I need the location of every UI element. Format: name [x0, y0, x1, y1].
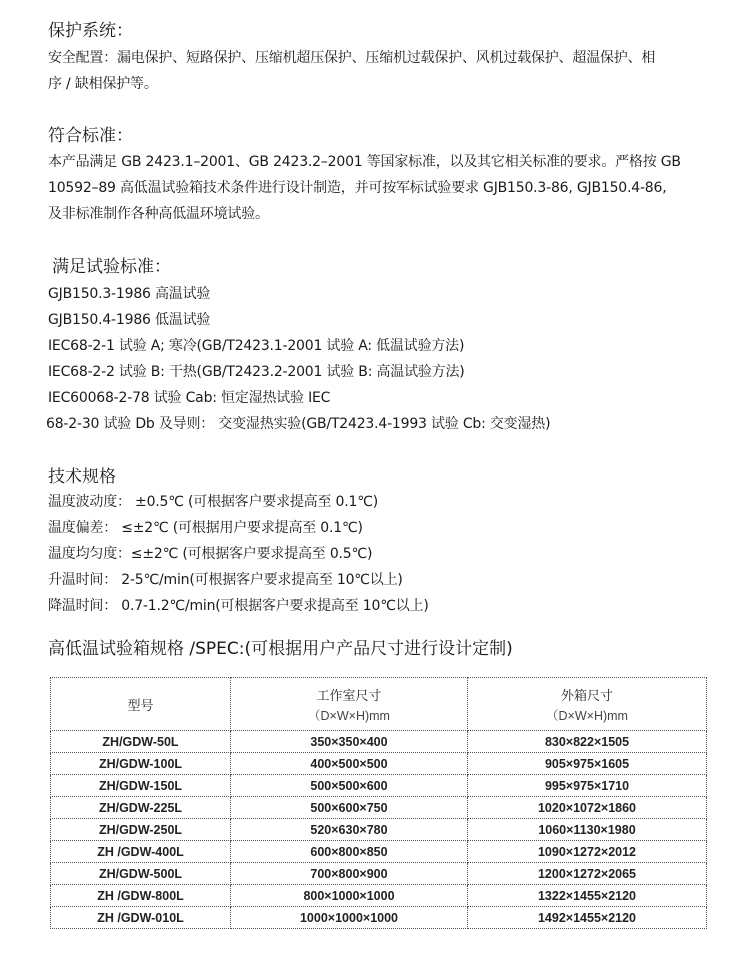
- cell-model: ZH /GDW-800L: [51, 885, 231, 907]
- cell-model: ZH/GDW-225L: [51, 797, 231, 819]
- cell-outer-size: 830×822×1505: [468, 731, 707, 753]
- protection-line-1: 安全配置：漏电保护、短路保护、压缩机超压保护、压缩机过载保护、风机过载保护、超温保护、相: [48, 50, 656, 66]
- cell-inner-size: 400×500×500: [231, 753, 468, 775]
- spec-item: 温度波动度： ±0.5℃ (可根据客户要求提高至 0.1℃): [48, 494, 378, 510]
- header-model: 型号: [51, 678, 231, 731]
- header-outer-label: 外箱尺寸: [560, 687, 613, 703]
- test-standard-item: IEC68-2-2 试验 B: 干热(GB/T2423.2-2001 试验 B: 高温试验方法): [48, 364, 465, 380]
- test-standard-item: GJB150.3-1986 高温试验: [48, 286, 211, 302]
- spec-item: 温度偏差： ≤±2℃ (可根据用户要求提高至 0.1℃): [48, 520, 363, 536]
- table-row: [51, 753, 707, 775]
- protection-line-2: 序 / 缺相保护等。: [48, 76, 158, 92]
- cell-inner-size: 500×600×750: [231, 797, 468, 819]
- cell-inner-size: 600×800×850: [231, 841, 468, 863]
- table-row: [51, 863, 707, 885]
- cell-model: ZH /GDW-010L: [51, 907, 231, 929]
- test-standards-list: [48, 281, 550, 437]
- cell-outer-size: 1492×1455×2120: [468, 907, 707, 929]
- cell-inner-size: 520×630×780: [231, 819, 468, 841]
- specs-list: [48, 489, 429, 619]
- compliance-text: [48, 149, 681, 227]
- test-standard-item: IEC68-2-1 试验 A; 寒冷(GB/T2423.1-2001 试验 A: 低温试验方法): [48, 338, 465, 354]
- protection-title: 保护系统：: [48, 21, 133, 41]
- test-standard-item: GJB150.4-1986 低温试验: [48, 312, 211, 328]
- cell-model: ZH/GDW-100L: [51, 753, 231, 775]
- header-inner-unit: （D×W×H)mm: [308, 708, 390, 723]
- protection-section: [48, 20, 133, 42]
- cell-outer-size: 995×975×1710: [468, 775, 707, 797]
- cell-model: ZH/GDW-150L: [51, 775, 231, 797]
- cell-model: ZH/GDW-250L: [51, 819, 231, 841]
- cell-model: ZH/GDW-500L: [51, 863, 231, 885]
- spec-table-header-row: [51, 678, 707, 731]
- table-row: [51, 885, 707, 907]
- cell-outer-size: 1020×1072×1860: [468, 797, 707, 819]
- cell-inner-size: 700×800×900: [231, 863, 468, 885]
- table-row: [51, 775, 707, 797]
- protection-text: [48, 45, 655, 97]
- spec-item: 降温时间： 0.7-1.2℃/min(可根据客户要求提高至 10℃以上): [48, 598, 429, 614]
- cell-model: ZH/GDW-50L: [51, 731, 231, 753]
- cell-outer-size: 1090×1272×2012: [468, 841, 707, 863]
- spec-item: 升温时间： 2-5℃/min(可根据客户要求提高至 10℃以上): [48, 572, 403, 588]
- cell-outer-size: 1322×1455×2120: [468, 885, 707, 907]
- test-standards-title: 满足试验标准：: [52, 257, 171, 277]
- specs-title: 技术规格: [48, 467, 116, 487]
- table-row: [51, 731, 707, 753]
- table-row: [51, 907, 707, 929]
- header-inner-label: 工作室尺寸: [316, 687, 382, 703]
- cell-inner-size: 500×500×600: [231, 775, 468, 797]
- cell-outer-size: 905×975×1605: [468, 753, 707, 775]
- cell-inner-size: 1000×1000×1000: [231, 907, 468, 929]
- header-outer-size: [468, 678, 707, 731]
- header-outer-unit: （D×W×H)mm: [546, 708, 628, 723]
- cell-outer-size: 1200×1272×2065: [468, 863, 707, 885]
- table-row: [51, 819, 707, 841]
- cell-inner-size: 350×350×400: [231, 731, 468, 753]
- spec-table-title: 高低温试验箱规格 /SPEC:(可根据用户产品尺寸进行设计定制): [48, 639, 513, 659]
- cell-model: ZH /GDW-400L: [51, 841, 231, 863]
- cell-outer-size: 1060×1130×1980: [468, 819, 707, 841]
- compliance-line-3: 及非标准制作各种高低温环境试验。: [48, 206, 269, 222]
- compliance-title: 符合标准：: [48, 126, 133, 146]
- spec-table: [50, 677, 707, 929]
- table-row: [51, 797, 707, 819]
- spec-item: 温度均匀度：≤±2℃ (可根据客户要求提高至 0.5℃): [48, 546, 373, 562]
- compliance-line-2: 10592–89 高低温试验箱技术条件进行设计制造，并可按军标试验要求 GJB150.3-86, GJB150.4-86,: [48, 180, 667, 196]
- table-row: [51, 841, 707, 863]
- compliance-line-1: 本产品满足 GB 2423.1–2001、GB 2423.2–2001 等国家标准，以及其它相关标准的要求。严格按 GB: [48, 154, 681, 170]
- cell-inner-size: 800×1000×1000: [231, 885, 468, 907]
- test-standard-item: 68-2-30 试验 Db 及导则： 交变湿热实验(GB/T2423.4-1993 试验 Cb: 交变湿热): [46, 416, 551, 432]
- header-inner-size: [231, 678, 468, 731]
- test-standard-item: IEC60068-2-78 试验 Cab: 恒定湿热试验 IEC: [48, 390, 331, 406]
